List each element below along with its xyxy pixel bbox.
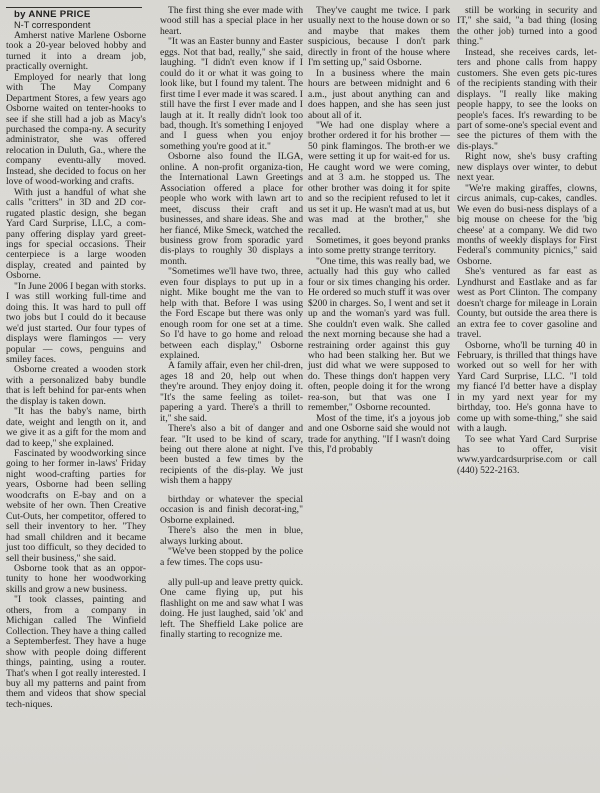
paragraph: She's ventured as far east as Lyndhurst and Eastlake and as far west as Port Clinton. The company doesn't charge for mileage in Lorain County, but outside the area there is an extra fee to cover gasoline and travel.: [457, 266, 597, 341]
paragraph: "Sometimes we'll have two, three, even four displays to put up in a night. Mike bought me the van to help with that. Before I was using the Ford Escape but there was only enough room for one set at a time. So I'd have to go home and reload between each display," Osborne explained.: [160, 266, 303, 361]
byline-subtitle: N-T correspondent: [14, 20, 91, 31]
paragraph: "We've been stopped by the police a few times. The cops usu-: [160, 546, 303, 568]
paragraph: "In June 2006 I began with storks. I was still working full-time and doing this. It was hard to pull off two jobs but I could do it because we'd just started. Our four types of displays were flamingos — very popular — cows, penguins and smiley faces.: [6, 280, 146, 365]
paragraph: "I took classes, painting and others, from a company in Michigan called The Winfield Collection. They have a thing called a Septemberfest. They have a huge show with people doing different things, painting, using a router. That's when I got really interested. I buy all my patterns and paint from them and videos that show special tech-niques.: [6, 594, 146, 710]
paragraph: They've caught me twice. I park usually next to the house down or so and maybe that makes them suspicious, because I don't park directly in front of the house where I'm setting up," said Osborne.: [308, 5, 450, 69]
paragraph: The first thing she ever made with wood still has a special place in her heart.: [160, 5, 303, 37]
paragraph: Osborne also found the ILGA, online. A non-profit organiza-tion, the International Lawn Greetings Association offered a place for people who work with lawn art to meet, discuss their craft and businesses, and share ideas. She and her fiancé, Mike Smeck, watched the business grow from sporadic yard dis-plays to roughly 30 displays a month.: [160, 151, 303, 267]
column-4: [457, 6, 597, 476]
column-3: [308, 6, 450, 455]
paragraph: "It was an Easter bunny and Easter eggs. Not that bad, really," she said, laughing. "I didn't even know if I could do it or what it was going to look like, but I found my talent. The first time I ever made it was scared. I still have the first I ever made and I laugh at it. It really didn't look too bad, though. It's something I enjoyed and I guess when you enjoy something you're good at it.": [160, 36, 303, 152]
paragraph: Right now, she's busy crafting new displays over winter, to debut next year.: [457, 151, 597, 184]
paragraph: "We had one display where a brother ordered it for his brother — 50 pink flamingos. The broth-er we were setting it up for wait-ed for us. He caught word we were coming, and at 3 a.m. he stopped us. The other brother was doing it for spite and so the recipient refused to let it us set it up. He wasn't mad at us, but was mad at the brother," she recalled.: [308, 119, 450, 236]
paragraph: Osborne took that as an oppor-tunity to hone her woodworking skills and grow a new business.: [6, 563, 146, 595]
column-1: [6, 6, 146, 710]
byline-rule: [6, 7, 142, 8]
paragraph: In a business where the main hours are between midnight and 6 a.m., just about anything can and does happen, and she has seen just about all of it.: [308, 67, 450, 121]
paragraph: "It has the baby's name, birth date, weight and length on it, and we give it as a gift for the mom and dad to keep," she explained.: [6, 406, 146, 449]
paragraph: With just a handful of what she calls "critters" in 3D and 2D cor-rugated plastic design, she began Yard Card Surprise, LLC, a com-pany offering display yard greet-ings for special occasions. Their centerpiece is a large wooden display, created and painted by Osborne.: [6, 186, 146, 282]
paragraph: There's also a bit of danger and fear. "It used to be kind of scary, being out there alone at night. I've been busted a few times by the recipients of the dis-play. We just wish them a happy: [160, 423, 303, 487]
paragraph: "We're making giraffes, clowns, circus animals, cup-cakes, candles. We even do busi-ness displays of a big mouse on cheese for the 'big cheese' at a company. We did two months of weekly displays for First Federal's community picnics," said Osborne.: [457, 182, 597, 267]
paragraph: Employed for nearly that long with The May Company Department Stores, a few years ago Osborne waited on tenter-hooks to see if she still had a job as Macy's purchased the compa-ny. A security administrator, she was offered relocation in Duluth, Ga., where the company eventu-ally moved. Instead, she decided to focus on her love of wood-working and crafts.: [6, 71, 146, 188]
paragraph: still be working in security and IT," she said, "a bad thing (losing the other job) turned into a good thing.": [457, 5, 597, 48]
paragraph: To see what Yard Card Surprise has to offer, visit www.yardcardsurprise.com or call (440) 522-2163.: [457, 433, 597, 476]
paragraph: Amherst native Marlene Osborne took a 20-year beloved hobby and turned it into a dream job, practically overnight.: [6, 29, 146, 73]
paragraph: Most of the time, it's a joyous job and one Osborne said she would not trade for anything. "If I wasn't doing this, I'd probably: [308, 412, 450, 456]
paragraph: There's also the men in blue, always lurking about.: [160, 525, 303, 547]
paragraph: A family affair, even her chil-dren, ages 18 and 20, help out when they're around. They enjoy doing it. "It's the same feeling as toilet-papering a yard. There's a thrill to it," she said.: [160, 360, 303, 424]
paragraph: Osborne created a wooden stork with a personalized baby bundle that is left behind for par-ents when the display is taken down.: [6, 364, 146, 407]
paragraph: Sometimes, it goes beyond pranks into some pretty strange territory.: [308, 234, 450, 257]
paragraph: Osborne, who'll be turning 40 in February, is thrilled that things have worked out so well for her with Yard Card Surprise, LLC. "I told my fiancé I'd better have a display in my yard next year for my birthday, too. He's gonna have to come up with some-thing," she said with a laugh.: [457, 339, 597, 435]
byline: by ANNE PRICE: [14, 9, 91, 20]
paragraph: Instead, she receives cards, let-ters and phone calls from happy customers. She even gets pic-tures of the recipients standing with their displays. "I really like making people happy, to see the looks on people's faces. It's rewarding to be part of some-one's special event and see the pictures of them with the dis-plays.": [457, 46, 597, 152]
paragraph: ally pull-up and leave pretty quick. One came flying up, put his flashlight on me and saw what I was doing. He just laughed, said 'ok' and left. The Sheffield Lake police are finally starting to recognize me.: [160, 577, 303, 641]
column-2: [160, 6, 303, 641]
paragraph: "One time, this was really bad, we actually had this guy who called four or six times changing his order. He ordered so much stuff it was over $200 in charges. So, I went and set it up and the woman's yard was full. She couldn't even walk. She called the next morning because she had a restraining order against this guy who had been stalking her. But we just did what we were supposed to do. These things don't happen very often, people doing it for the wrong rea-son, but that was one I remember," Osborne recounted.: [308, 255, 450, 414]
paragraph: Fascinated by woodworking since going to her former in-laws' Friday night wood-crafting parties for years, Osborne had been selling woodcrafts on E-bay and on a website of her own. Then Creative Cut-Outs, her competitor, offered to sell their inventory to her. "They had small children and it became just too difficult, so they decided to sell their business," she said.: [6, 448, 146, 564]
paragraph: birthday or whatever the special occasion is and finish decorat-ing," Osborne explained.: [160, 493, 303, 526]
